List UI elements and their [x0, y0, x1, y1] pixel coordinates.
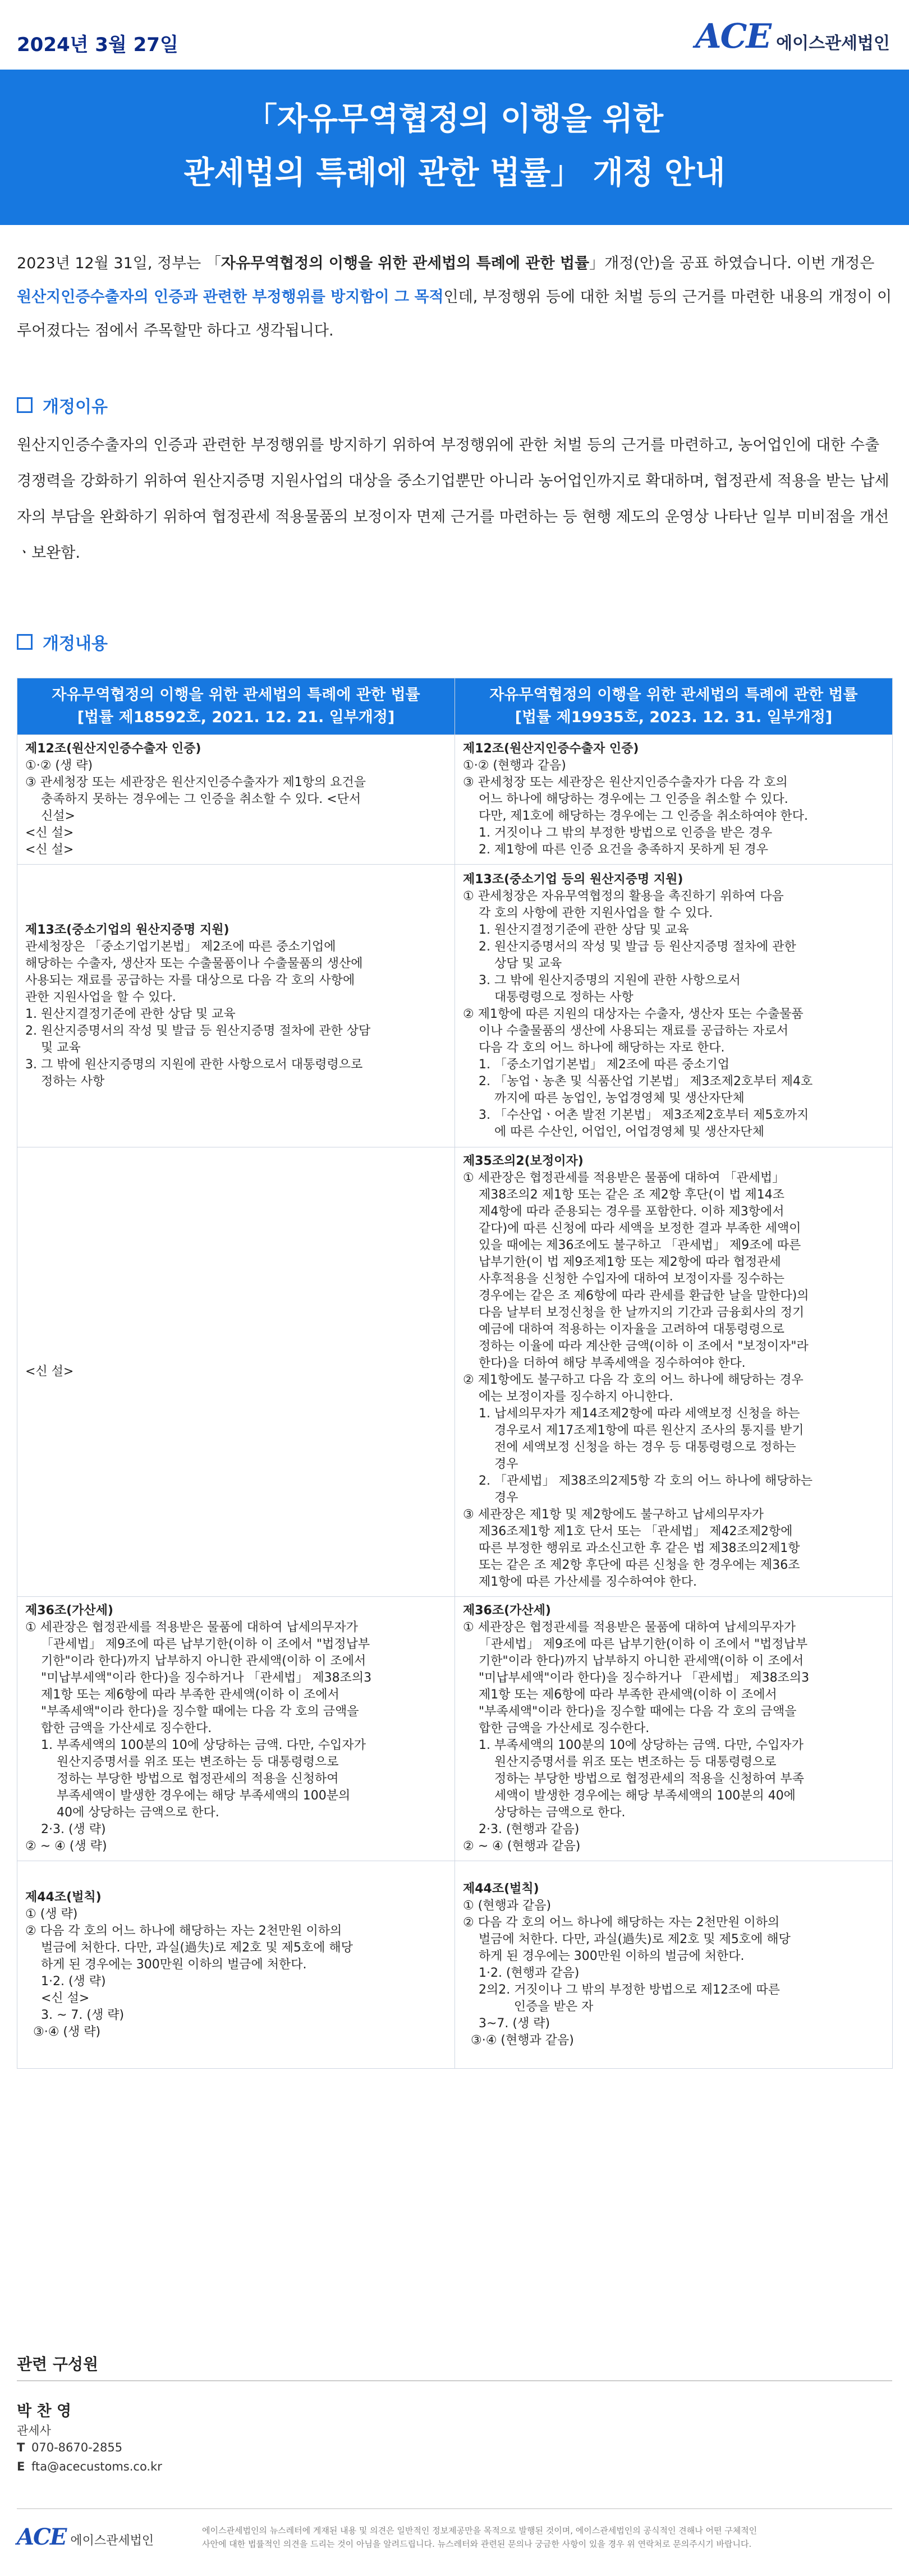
article-line: 40에 상당하는 금액으로 한다. — [25, 1806, 219, 1820]
disclaimer-line1: 에이스관세법인의 뉴스레터에 게재된 내용 및 의견은 일반적인 정보제공만을 목적으로 발행된 것이며, 에이스관세법인의 공식적인 견해나 어떤 구체적인 — [202, 2526, 758, 2536]
article-line: 2. 원산지증명서의 작성 및 발급 등 원산지증명 절차에 관한 상담 — [25, 1023, 371, 1038]
article-line: "미납부세액"이라 한다)을 징수하거나 「관세법」 제38조의3 — [463, 1671, 810, 1685]
intro-highlight: 원산지인증수출자의 인증과 관련한 부정행위를 방지함이 그 목적 — [17, 288, 444, 306]
article-line: 벌금에 처한다. 다만, 과실(過失)로 제2호 및 제5호에 해당 — [25, 1940, 353, 1955]
article-line: 및 교육 — [25, 1040, 81, 1055]
article-title: 제35조의2(보정이자) — [463, 1154, 584, 1168]
article-line: 다음 날부터 보정신청을 한 날까지의 기간과 금융회사의 정기 — [463, 1306, 805, 1320]
article-line: <신 설> — [25, 826, 74, 840]
contact-role: 관세사 — [17, 2424, 51, 2437]
contact-heading: 관련 구성원 — [17, 2355, 98, 2373]
section-heading-content — [17, 630, 108, 654]
cell-new — [455, 865, 893, 1147]
footer-divider — [17, 2508, 892, 2509]
section-title-content: 개정내용 — [43, 634, 108, 654]
article-title: 제12조(원산지인증수출자 인증) — [463, 742, 639, 756]
article-line: 경우 — [463, 1457, 518, 1471]
article-line: 2·3. (생 략) — [25, 1822, 106, 1836]
article-title: 제44조(벌칙) — [463, 1881, 539, 1896]
table-row — [17, 1597, 893, 1861]
article-line: 예금에 대하여 적용하는 이자율을 고려하여 대통령령으로 — [463, 1323, 784, 1337]
article-line: 에 따른 수산인, 어업인, 어업경영체 및 생산자단체 — [463, 1124, 764, 1139]
article-line: 한다)을 더하여 해당 부족세액을 징수하여야 한다. — [463, 1356, 746, 1370]
article-title: 제44조(벌칙) — [25, 1890, 102, 1904]
article-line: 제1항에 따른 가산세를 징수하여야 한다. — [463, 1575, 697, 1589]
table-row — [17, 1861, 893, 2069]
article-line: 1·2. (현행과 같음) — [463, 1966, 580, 1980]
article-line: 이나 수출물품의 생산에 사용되는 재료를 공급하는 자로서 — [463, 1023, 788, 1038]
checkbox-square-icon — [17, 397, 33, 413]
article-line: 사후적용을 신청한 수입자에 대하여 보정이자를 징수하는 — [463, 1272, 784, 1286]
article-line: 경우 — [463, 1491, 518, 1505]
article-line: ③ 세관장은 제1항 및 제2항에도 불구하고 납세의무자가 — [463, 1508, 764, 1522]
article-line: "부족세액"이라 한다)을 징수할 때에는 다음 각 호의 금액을 — [25, 1705, 359, 1719]
article-line: 납부기한(이 법 제9조제1항 또는 제2항에 따라 협정관세 — [463, 1255, 781, 1269]
article-line: 대통령령으로 정하는 사항 — [463, 990, 633, 1004]
article-line: 다만, 제1호에 해당하는 경우에는 그 인증을 취소하여야 한다. — [463, 809, 808, 823]
article-line: 다음 각 호의 어느 하나에 해당하는 자로 한다. — [463, 1040, 725, 1055]
comparison-table — [17, 678, 893, 2069]
article-line: 경우로서 제17조제1항에 따른 원산지 조사의 통지를 받기 — [463, 1424, 804, 1438]
ace-logo — [695, 17, 890, 56]
article-line: 1. 납세의무자가 제14조제2항에 따라 세액보정 신청을 하는 — [463, 1407, 800, 1421]
contact-email[interactable] — [17, 2460, 162, 2473]
table-header-row — [17, 678, 893, 735]
logo-mark: ACE — [695, 17, 771, 56]
article-line: 벌금에 처한다. 다만, 과실(過失)로 제2호 및 제5호에 해당 — [463, 1932, 791, 1946]
article-line: ① 세관장은 협정관세를 적용받은 물품에 대하여 납세의무자가 — [25, 1620, 358, 1634]
cell-old — [17, 1147, 455, 1597]
article-title: 제13조(중소기업의 원산지증명 지원) — [25, 922, 229, 937]
article-line: ② ~ ④ (현행과 같음) — [463, 1839, 581, 1853]
article-line: ② ~ ④ (생 략) — [25, 1839, 107, 1853]
article-line: 2의2. 거짓이나 그 밖의 부정한 방법으로 제12조에 따른 — [463, 1982, 780, 1997]
article-line: 1. 원산지결정기준에 관한 상담 및 교육 — [463, 922, 689, 937]
article-line: 1·2. (생 략) — [25, 1974, 106, 1989]
article-line: 또는 같은 조 제2항 후단에 따른 신청을 한 경우에는 제36조 — [463, 1558, 800, 1572]
section-title-reason: 개정이유 — [43, 397, 108, 417]
disclaimer-line2: 사안에 대한 법률적인 의견을 드리는 것이 아님을 알려드립니다. 뉴스레터와 관련된 문의나 궁금한 사항이 있을 경우 위 연락처로 문의주시기 바랍니다. — [202, 2539, 752, 2549]
article-line: 세액이 발생한 경우에는 해당 부족세액의 100분의 40에 — [463, 1789, 796, 1803]
cell-old — [17, 865, 455, 1147]
article-line: 정하는 이율에 따라 계산한 금액(이하 이 조에서 "보정이자"라 — [463, 1339, 809, 1353]
article-line: 3. ~ 7. (생 략) — [25, 2008, 125, 2022]
article-line: 3. 「수산업ㆍ어촌 발전 기본법」 제3조제2호부터 제5호까지 — [463, 1108, 809, 1122]
logo-text: 에이스관세법인 — [776, 34, 890, 53]
article-line: "미납부세액"이라 한다)을 징수하거나 「관세법」 제38조의3 — [25, 1671, 372, 1685]
issue-date: 2024년 3월 27일 — [17, 34, 178, 56]
article-line: 신설> — [25, 809, 75, 823]
article-line: 3~7. (생 략) — [463, 2016, 550, 2031]
banner-title-line2: 관세법의 특례에 관한 법률」 개정 안내 — [183, 155, 726, 191]
article-line: 제4항에 따라 준용되는 경우를 포함한다. 이하 제3항에서 — [463, 1205, 784, 1219]
article-line: 2. 원산지증명서의 작성 및 발급 등 원산지증명 절차에 관한 — [463, 939, 796, 954]
article-line: 인증을 받은 자 — [463, 1999, 594, 2014]
article-line: ① 관세청장은 자유무역협정의 활용을 촉진하기 위하여 다음 — [463, 889, 784, 903]
article-title: 제36조(가산세) — [463, 1604, 551, 1618]
contact-phone — [17, 2441, 122, 2454]
section-heading-reason — [17, 393, 108, 417]
article-line: 따른 부정한 행위로 과소신고한 후 같은 법 제38조의2제1항 — [463, 1541, 800, 1555]
article-line: 1. 원산지결정기준에 관한 상담 및 교육 — [25, 1007, 236, 1021]
table-row — [17, 865, 893, 1147]
article-line: 있을 때에는 제36조에도 불구하고 「관세법」 제9조에 따른 — [463, 1238, 801, 1252]
article-line: 기한"이라 한다)까지 납부하지 아니한 관세액(이하 이 조에서 — [25, 1654, 366, 1668]
title-banner — [0, 70, 909, 225]
article-line: 3. 그 밖에 원산지증명의 지원에 관한 사항으로서 대통령령으로 — [25, 1057, 363, 1072]
intro-text-3: 인데, 부정행위 등에 대한 처벌 등의 근거를 마련한 내용의 개정이 이루어졌다는 점에서 주목할만 하다고 생각됩니다. — [17, 288, 892, 339]
article-line: 2·3. (현행과 같음) — [463, 1822, 580, 1836]
footer-disclaimer — [202, 2524, 892, 2551]
article-line: 관세청장은 「중소기업기본법」 제2조에 따른 중소기업에 — [25, 939, 336, 954]
email-label: E — [17, 2460, 25, 2473]
contact-divider — [17, 2380, 892, 2381]
banner-title-line1: 「자유무역협정의 이행을 위한 — [245, 101, 664, 137]
article-line: <신 설> — [25, 1365, 74, 1379]
article-line: 각 호의 사항에 관한 지원사업을 할 수 있다. — [463, 906, 713, 920]
article-line: <신 설> — [25, 843, 74, 857]
article-line: 제1항 또는 제6항에 따라 부족한 관세액(이하 이 조에서 — [463, 1688, 777, 1702]
article-line: 같다)에 따른 신청에 따라 세액을 보정한 결과 부족한 세액이 — [463, 1222, 801, 1236]
intro-law-name: 자유무역협정의 이행을 위한 관세법의 특례에 관한 법률 — [221, 255, 590, 272]
article-line: 전에 세액보정 신청을 하는 경우 등 대통령령으로 정하는 — [463, 1440, 796, 1454]
newsletter-header — [0, 0, 909, 70]
article-line: ① 세관장은 협정관세를 적용받은 물품에 대하여 납세의무자가 — [463, 1620, 796, 1634]
article-title: 제12조(원산지인증수출자 인증) — [25, 742, 201, 756]
article-line: 제36조제1항 제1호 단서 또는 「관세법」 제42조제2항에 — [463, 1525, 793, 1539]
article-line: 제38조의2 제1항 또는 같은 조 제2항 후단(이 법 제14조 — [463, 1188, 785, 1202]
checkbox-square-icon — [17, 634, 33, 650]
footer-logo — [17, 2524, 154, 2550]
article-line: 1. 거짓이나 그 밖의 부정한 방법으로 인증을 받은 경우 — [463, 826, 773, 840]
article-line: 제1항 또는 제6항에 따라 부족한 관세액(이하 이 조에서 — [25, 1688, 339, 1702]
article-line: 원산지증명서를 위조 또는 변조하는 등 대통령령으로 — [25, 1755, 339, 1769]
article-line: 관한 지원사업을 할 수 있다. — [25, 990, 176, 1004]
article-line: ③·④ (현행과 같음) — [463, 2033, 574, 2047]
article-line: ② 제1항에 따른 지원의 대상자는 수출자, 생산자 또는 수출물품 — [463, 1007, 804, 1021]
article-line: 사용되는 재료를 공급하는 자를 대상으로 다음 각 호의 사항에 — [25, 973, 355, 988]
article-line: 기한"이라 한다)까지 납부하지 아니한 관세액(이하 이 조에서 — [463, 1654, 804, 1668]
article-line: ①·② (생 략) — [25, 759, 93, 773]
article-line: 에는 보정이자를 징수하지 아니한다. — [463, 1390, 673, 1404]
article-line: ② 다음 각 호의 어느 하나에 해당하는 자는 2천만원 이하의 — [463, 1915, 780, 1930]
intro-text-1: 2023년 12월 31일, 정부는 「 — [17, 255, 221, 272]
col-header-new-line2: [법률 제19935호, 2023. 12. 31. 일부개정] — [515, 709, 833, 726]
cell-old — [17, 1597, 455, 1861]
article-title: 제36조(가산세) — [25, 1604, 113, 1618]
cell-new — [455, 735, 893, 865]
phone-number: 070-8670-2855 — [31, 2441, 123, 2454]
article-line: ③·④ (생 략) — [25, 2024, 101, 2039]
article-line: 상당하는 금액으로 한다. — [463, 1806, 626, 1820]
article-line: "부족세액"이라 한다)을 징수할 때에는 다음 각 호의 금액을 — [463, 1705, 797, 1719]
email-address[interactable]: fta@acecustoms.co.kr — [31, 2460, 162, 2473]
article-line: 「관세법」 제9조에 따른 납부기한(이하 이 조에서 "법정납부 — [25, 1637, 370, 1651]
article-line: 상담 및 교육 — [463, 956, 562, 971]
phone-label: T — [17, 2441, 25, 2454]
article-title: 제13조(중소기업 등의 원산지증명 지원) — [463, 872, 683, 887]
cell-old — [17, 1861, 455, 2069]
article-line: 합한 금액을 가산세로 징수한다. — [463, 1721, 650, 1735]
article-line: 3. 그 밖에 원산지증명의 지원에 관한 사항으로서 — [463, 973, 741, 988]
article-line: 1. 부족세액의 100분의 10에 상당하는 금액. 다만, 수입자가 — [25, 1738, 366, 1752]
intro-text-2: 」개정(안)을 공표 하였습니다. 이번 개정은 — [589, 255, 875, 272]
article-line: 해당하는 수출자, 생산자 또는 수출물품이나 수출물품의 생산에 — [25, 956, 363, 971]
cell-new — [455, 1597, 893, 1861]
article-line: 1. 부족세액의 100분의 10에 상당하는 금액. 다만, 수입자가 — [463, 1738, 804, 1752]
article-line: 어느 하나에 해당하는 경우에는 그 인증을 취소할 수 있다. — [463, 792, 788, 806]
article-line: 합한 금액을 가산세로 징수한다. — [25, 1721, 212, 1735]
article-line: 원산지증명서를 위조 또는 변조하는 등 대통령령으로 — [463, 1755, 777, 1769]
article-line: 2. 「관세법」 제38조의2제5항 각 호의 어느 하나에 해당하는 — [463, 1474, 812, 1488]
article-line: 2. 「농업ㆍ농촌 및 식품산업 기본법」 제3조제2호부터 제4호 — [463, 1074, 813, 1089]
article-line: ② 다음 각 호의 어느 하나에 해당하는 자는 2천만원 이하의 — [25, 1923, 342, 1938]
cell-old — [17, 735, 455, 865]
table-row — [17, 735, 893, 865]
article-line: 2. 제1항에 따른 인증 요건을 충족하지 못하게 된 경우 — [463, 843, 768, 857]
article-line: 경우에는 같은 조 제6항에 따라 관세를 환급한 날을 말한다)의 — [463, 1289, 809, 1303]
contact-name: 박 찬 영 — [17, 2403, 72, 2420]
col-header-new — [455, 678, 893, 735]
article-line: ③ 관세청장 또는 세관장은 원산지인증수출자가 다음 각 호의 — [463, 775, 788, 789]
article-line: 1. 「중소기업기본법」 제2조에 따른 중소기업 — [463, 1057, 729, 1072]
article-line: ①·② (현행과 같음) — [463, 759, 566, 773]
article-line: ① (현행과 같음) — [463, 1898, 552, 1913]
footer-logo-text: 에이스관세법인 — [70, 2534, 154, 2548]
col-header-old-line2: [법률 제18592호, 2021. 12. 21. 일부개정] — [77, 709, 395, 726]
article-line: ① 세관장은 협정관세를 적용받은 물품에 대하여 「관세법」 — [463, 1171, 785, 1185]
article-line: 충족하지 못하는 경우에는 그 인증을 취소할 수 있다. <단서 — [25, 792, 361, 806]
article-line: ③ 관세청장 또는 세관장은 원산지인증수출자가 제1항의 요건을 — [25, 775, 366, 789]
article-line: 정하는 부당한 방법으로 협정관세의 적용을 신청하여 부족 — [463, 1772, 804, 1786]
reason-paragraph: 원산지인증수출자의 인증과 관련한 부정행위를 방지하기 위하여 부정행위에 관한 처벌 등의 근거를 마련하고, 농어업인에 대한 수출경쟁력을 강화하기 위하여 원산지증명 지원사업의 대상을 중소기업뿐만 아니라 농어업인까지로 확대하며, 협정관세 적용을 받는 납세자의 부담을 완화하기 위하여 협정관세 적용물품의 보정이자 면제 근거를 마련하는 등 현행 제도의 운영상 나타난 일부 미비점을 개선ㆍ보완함. — [17, 437, 889, 562]
article-line: 하게 된 경우에는 300만원 이하의 벌금에 처한다. — [463, 1949, 745, 1963]
article-line: 하게 된 경우에는 300만원 이하의 벌금에 처한다. — [25, 1957, 307, 1972]
table-row — [17, 1147, 893, 1597]
article-line: ② 제1항에도 불구하고 다음 각 호의 어느 하나에 해당하는 경우 — [463, 1373, 804, 1387]
article-line: ① (생 략) — [25, 1907, 78, 1921]
cell-new — [455, 1861, 893, 2069]
col-header-old — [17, 678, 455, 735]
article-line: 「관세법」 제9조에 따른 납부기한(이하 이 조에서 "법정납부 — [463, 1637, 808, 1651]
col-header-new-line1: 자유무역협정의 이행을 위한 관세법의 특례에 관한 법률 — [489, 686, 858, 704]
article-line: 정하는 부당한 방법으로 협정관세의 적용을 신청하여 — [25, 1772, 339, 1786]
footer-logo-mark: ACE — [17, 2524, 66, 2550]
cell-new — [455, 1147, 893, 1597]
article-line: 부족세액이 발생한 경우에는 해당 부족세액의 100분의 — [25, 1789, 351, 1803]
article-line: 정하는 사항 — [25, 1074, 105, 1089]
col-header-old-line1: 자유무역협정의 이행을 위한 관세법의 특례에 관한 법률 — [52, 686, 420, 704]
article-line: 까지에 따른 농업인, 농업경영체 및 생산자단체 — [463, 1091, 745, 1105]
intro-paragraph — [17, 247, 892, 348]
article-line: <신 설> — [25, 1991, 90, 2005]
